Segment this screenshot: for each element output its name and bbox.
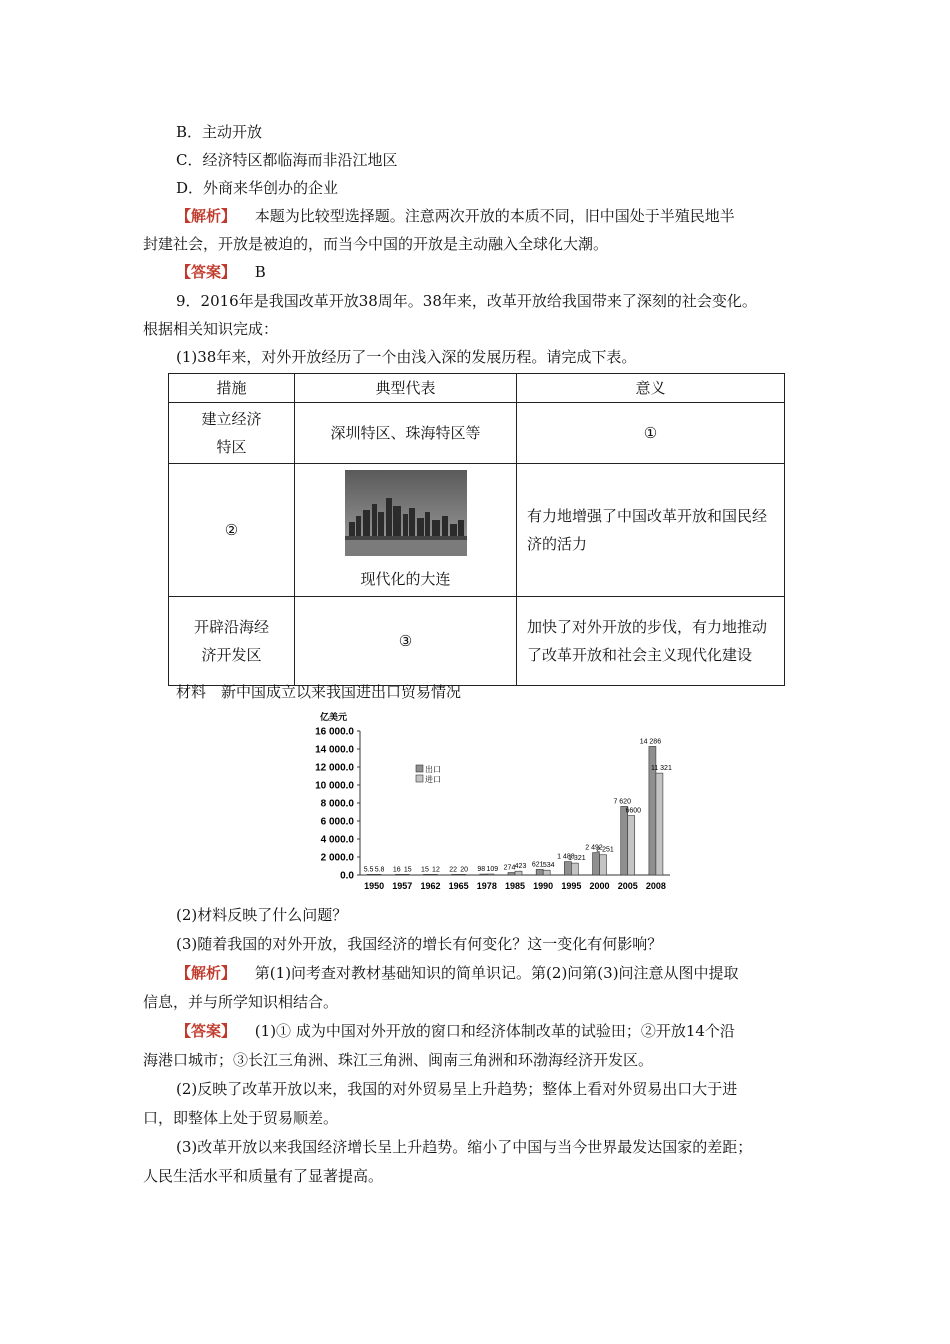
table-cell: 建立经济特区 bbox=[169, 403, 295, 464]
table-header: 典型代表 bbox=[295, 374, 517, 403]
bar-import bbox=[487, 874, 494, 875]
y-axis-label: 亿美元 bbox=[320, 712, 348, 722]
data-label: 534 bbox=[542, 862, 555, 870]
q9-sub1: (1)38年来，对外开放经历了一个由浅入深的发展历程。请完成下表。 bbox=[176, 348, 637, 366]
y-tick-label: 0.0 bbox=[340, 870, 354, 882]
data-label: 6600 bbox=[625, 807, 642, 815]
table-cell: 深圳特区、珠海特区等 bbox=[295, 403, 517, 464]
q9-answer bbox=[176, 1020, 735, 1042]
data-label: 423 bbox=[514, 863, 527, 871]
dalian-city-photo bbox=[345, 470, 467, 556]
bar-export bbox=[508, 873, 515, 875]
x-tick-label: 2005 bbox=[617, 881, 638, 891]
legend-swatch-import bbox=[416, 775, 423, 782]
data-label: 16 bbox=[392, 866, 401, 874]
option-d: D．外商来华创办的企业 bbox=[176, 179, 339, 197]
table-cell: 开辟沿海经济开发区 bbox=[169, 597, 295, 686]
data-label: 621 bbox=[531, 861, 544, 869]
data-label: 7 620 bbox=[613, 798, 631, 806]
q8-analysis-cont: 封建社会，开放是被迫的，而当今中国的开放是主动融入全球化大潮。 bbox=[143, 235, 609, 253]
y-tick-label: 8 000.0 bbox=[320, 798, 354, 810]
bar-import bbox=[430, 874, 437, 875]
bar-import bbox=[571, 863, 578, 875]
data-label: 274 bbox=[503, 864, 516, 872]
q9-answer-cont: 海港口城市；③长江三角洲、珠江三角洲、闽南三角洲和环渤海经济开发区。 bbox=[143, 1051, 654, 1069]
y-tick-label: 2 000.0 bbox=[320, 852, 354, 864]
bar-import bbox=[402, 874, 409, 875]
y-tick-label: 6 000.0 bbox=[320, 816, 354, 828]
bar-export bbox=[564, 862, 571, 875]
q9-stem-cont: 根据相关知识完成： bbox=[143, 320, 279, 338]
option-c: C．经济特区都临海而非沿江地区 bbox=[176, 151, 398, 169]
table-row bbox=[169, 464, 785, 597]
bar-import bbox=[600, 855, 607, 875]
trade-bar-chart bbox=[300, 708, 680, 902]
table-cell: ② bbox=[169, 464, 295, 597]
bar-import bbox=[515, 871, 522, 875]
bar-export bbox=[423, 874, 430, 875]
x-tick-label: 1957 bbox=[392, 881, 413, 891]
table-cell: ① bbox=[517, 403, 785, 464]
bar-export bbox=[395, 874, 402, 875]
q9-stem: 9．2016年是我国改革开放38周年。38年来，改革开放给我国带来了深刻的社会变化。 bbox=[176, 292, 757, 310]
bar-export bbox=[452, 874, 459, 875]
q9-answer3-cont: 人民生活水平和质量有了显著提高。 bbox=[143, 1167, 384, 1185]
data-label: 15 bbox=[421, 866, 429, 874]
bar-import bbox=[628, 816, 635, 875]
bar-export bbox=[367, 874, 374, 875]
q9-analysis bbox=[176, 962, 739, 984]
answer-text: (1)① 成为中国对外开放的窗口和经济体制改革的试验田；②开放14个沿 bbox=[254, 1022, 735, 1040]
photo-caption: 现代化的大连 bbox=[360, 570, 451, 588]
x-tick-label: 1995 bbox=[561, 881, 582, 891]
table-cell: 加快了对外开放的步伐，有力地推动了改革开放和社会主义现代化建设 bbox=[517, 597, 785, 686]
q9-sub3: (3)随着我国的对外开放，我国经济的增长有何变化？这一变化有何影响？ bbox=[176, 935, 663, 953]
x-tick-label: 1985 bbox=[504, 881, 526, 891]
table-header: 措施 bbox=[169, 374, 295, 403]
q8-answer bbox=[176, 261, 266, 283]
x-tick-label: 1990 bbox=[533, 881, 554, 891]
legend-label-export: 出口 bbox=[425, 765, 441, 774]
data-label: 2 492 bbox=[585, 844, 603, 852]
x-tick-label: 1965 bbox=[448, 881, 469, 891]
x-tick-label: 1962 bbox=[420, 881, 441, 891]
x-tick-label: 1950 bbox=[364, 881, 385, 891]
bar-import bbox=[374, 874, 381, 875]
q9-analysis-cont: 信息，并与所学知识相结合。 bbox=[143, 993, 339, 1011]
table-header-row bbox=[169, 374, 785, 403]
data-label: 22 bbox=[449, 866, 458, 874]
analysis-tag: 【解析】 bbox=[176, 964, 237, 982]
y-tick-label: 16 000.0 bbox=[315, 726, 354, 738]
table-cell: 有力地增强了中国改革开放和国民经济的活力 bbox=[517, 464, 785, 597]
data-label: 1 488 bbox=[557, 853, 575, 861]
q9-answer3: (3)改革开放以来我国经济增长呈上升趋势。缩小了中国与当今世界最发达国家的差距； bbox=[176, 1138, 753, 1156]
answer-tag: 【答案】 bbox=[176, 263, 237, 281]
table-row bbox=[169, 597, 785, 686]
measures-table bbox=[168, 373, 785, 686]
y-tick-label: 12 000.0 bbox=[315, 762, 354, 774]
x-tick-label: 2000 bbox=[589, 881, 610, 891]
x-tick-label: 1978 bbox=[476, 881, 497, 891]
data-label: 11 321 bbox=[650, 765, 672, 773]
table-cell bbox=[295, 464, 517, 597]
bar-import bbox=[459, 874, 466, 875]
data-label: 15 bbox=[403, 866, 412, 874]
data-label: 20 bbox=[460, 866, 469, 874]
data-label: 12 bbox=[432, 866, 440, 874]
analysis-text: 第(1)问考查对教材基础知识的简单识记。第(2)问第(3)问注意从图中提取 bbox=[254, 964, 739, 982]
legend-swatch-export bbox=[416, 765, 423, 772]
bar-export bbox=[621, 806, 628, 875]
material-caption: 材料 新中国成立以来我国进出口贸易情况 bbox=[176, 683, 462, 701]
analysis-text: 本题为比较型选择题。注意两次开放的本质不同，旧中国处于半殖民地半 bbox=[254, 207, 735, 225]
data-label: 1 321 bbox=[568, 855, 586, 863]
data-label: 5.5 bbox=[363, 866, 374, 874]
legend-label-import: 进口 bbox=[425, 775, 441, 784]
data-label: 2 251 bbox=[596, 846, 614, 854]
q9-answer2-cont: 口，即整体上处于贸易顺差。 bbox=[143, 1109, 339, 1127]
x-tick-label: 2008 bbox=[645, 881, 666, 891]
bar-export bbox=[536, 869, 543, 875]
table-header: 意义 bbox=[517, 374, 785, 403]
y-tick-label: 14 000.0 bbox=[315, 744, 354, 756]
answer-text: B bbox=[254, 263, 266, 281]
bar-import bbox=[543, 870, 550, 875]
answer-tag: 【答案】 bbox=[176, 1022, 237, 1040]
option-b: B．主动开放 bbox=[176, 123, 263, 141]
analysis-tag: 【解析】 bbox=[176, 207, 237, 225]
bar-import bbox=[656, 773, 663, 875]
data-label: 14 286 bbox=[639, 738, 662, 746]
q9-sub2: (2)材料反映了什么问题？ bbox=[176, 906, 348, 924]
table-cell: ③ bbox=[295, 597, 517, 686]
table-row bbox=[169, 403, 785, 464]
y-tick-label: 4 000.0 bbox=[320, 834, 354, 846]
y-tick-label: 10 000.0 bbox=[315, 780, 354, 792]
bar-export bbox=[480, 874, 487, 875]
data-label: 98 bbox=[477, 866, 486, 874]
q9-answer2: (2)反映了改革开放以来，我国的对外贸易呈上升趋势；整体上看对外贸易出口大于进 bbox=[176, 1080, 738, 1098]
bar-export bbox=[593, 853, 600, 875]
data-label: 109 bbox=[486, 866, 499, 874]
q8-analysis bbox=[176, 205, 735, 227]
data-label: 5.8 bbox=[374, 866, 385, 874]
